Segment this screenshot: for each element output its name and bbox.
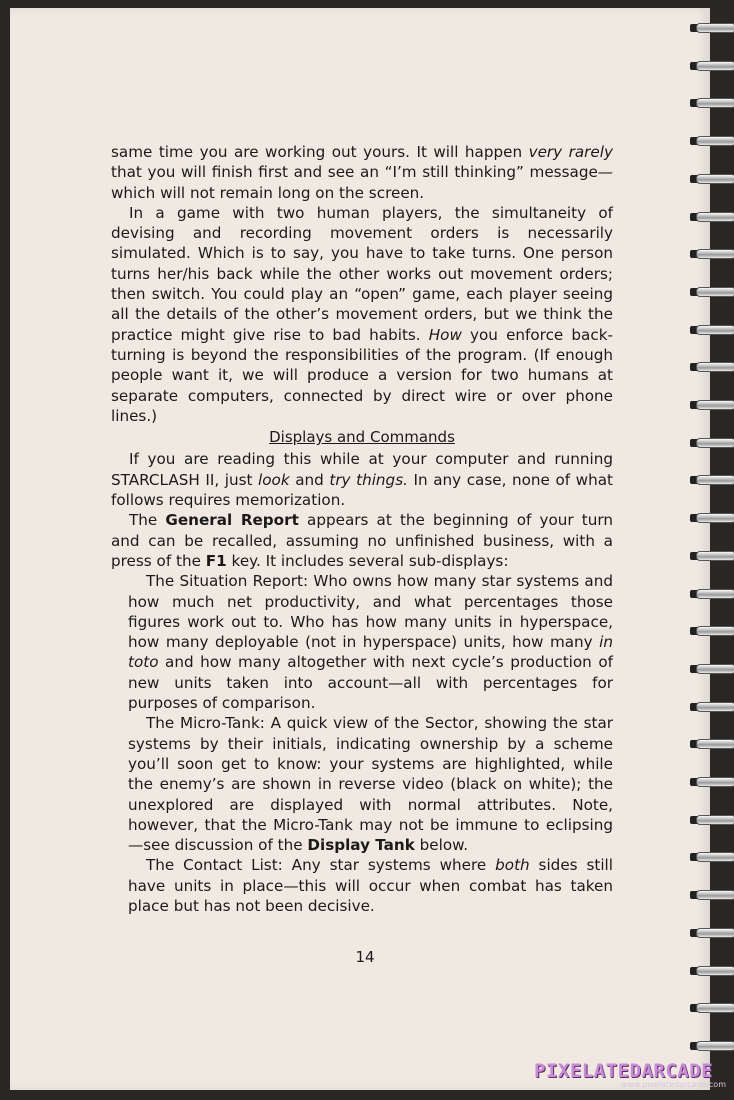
contact-list-item bbox=[111, 855, 613, 916]
coil-ring bbox=[696, 61, 734, 71]
spiral-coil bbox=[690, 925, 734, 941]
text-run: The Micro-Tank: A quick view of the Sector, showing the star systems by their initials, indicating ownership by a scheme you’ll soon get to know: your systems are highlighted, while the enemy’s are shown in reverse video (black on white); the unexplored are displayed with normal attributes. Note, however, that the Micro-Tank may not be immune to eclipsing—see discussion of the bbox=[128, 714, 613, 855]
spiral-coil bbox=[690, 284, 734, 300]
emphasis: How bbox=[428, 325, 462, 344]
spiral-coil bbox=[690, 774, 734, 790]
spiral-coil bbox=[690, 736, 734, 752]
coil-ring bbox=[696, 475, 734, 485]
spiral-coil bbox=[690, 472, 734, 488]
page-number: 14 bbox=[355, 948, 375, 966]
coil-ring bbox=[696, 438, 734, 448]
coil-ring bbox=[696, 400, 734, 410]
spiral-coil bbox=[690, 1000, 734, 1016]
spiral-coil bbox=[690, 322, 734, 338]
coil-ring bbox=[696, 249, 734, 259]
spiral-coil bbox=[690, 20, 734, 36]
coil-ring bbox=[696, 852, 734, 862]
spiral-coil bbox=[690, 171, 734, 187]
text-run: and how many altogether with next cycle’s production of new units taken into account—all with percentages for purposes of comparison. bbox=[128, 653, 613, 713]
micro-tank-item bbox=[111, 713, 613, 855]
spiral-binding bbox=[690, 20, 734, 1080]
spiral-coil bbox=[690, 661, 734, 677]
text-run: you enforce back-turning is beyond the responsibilities of the program. (If enough people want it, we will produce a version for two humans at separate computers, connected by direct wire or over phone lines.) bbox=[111, 325, 613, 425]
coil-ring bbox=[696, 777, 734, 787]
spiral-coil bbox=[690, 548, 734, 564]
text-run: In any case, none of what follows requires memorization. bbox=[111, 470, 613, 510]
text-run: same time you are working out yours. It will happen bbox=[111, 143, 529, 161]
coil-ring bbox=[696, 174, 734, 184]
spiral-coil bbox=[690, 359, 734, 375]
spiral-coil bbox=[690, 58, 734, 74]
text-run: The bbox=[129, 511, 166, 530]
text-run: The Contact List: Any star systems where bbox=[146, 856, 496, 875]
spiral-coil bbox=[690, 397, 734, 413]
bold-term: F1 bbox=[205, 551, 227, 570]
spiral-coil bbox=[690, 586, 734, 602]
text-run: appears at the beginning of your turn and can be recalled, assuming no unfinished business, with a press of the bbox=[111, 511, 613, 570]
coil-ring bbox=[696, 815, 734, 825]
spiral-coil bbox=[690, 963, 734, 979]
coil-ring bbox=[696, 702, 734, 712]
coil-ring bbox=[696, 1003, 734, 1013]
coil-ring bbox=[696, 287, 734, 297]
text-run: and bbox=[289, 470, 330, 489]
emphasis: try things. bbox=[329, 470, 408, 489]
spiral-coil bbox=[690, 623, 734, 639]
text-run: sides still have units in place—this will occur when combat has taken place but has not been decisive. bbox=[128, 856, 613, 915]
paragraph-1 bbox=[111, 142, 613, 203]
coil-ring bbox=[696, 589, 734, 599]
coil-ring bbox=[696, 362, 734, 372]
coil-ring bbox=[696, 212, 734, 222]
spiral-coil bbox=[690, 849, 734, 865]
coil-ring bbox=[696, 1041, 734, 1051]
text-run: key. It includes several sub-displays: bbox=[226, 551, 509, 570]
coil-ring bbox=[696, 928, 734, 938]
coil-ring bbox=[696, 23, 734, 33]
spiral-coil bbox=[690, 246, 734, 262]
spiral-coil bbox=[690, 95, 734, 111]
spiral-coil bbox=[690, 1038, 734, 1054]
paragraph-2 bbox=[111, 203, 613, 426]
coil-ring bbox=[696, 890, 734, 900]
coil-ring bbox=[696, 626, 734, 636]
spiral-coil bbox=[690, 209, 734, 225]
bold-term: General Report bbox=[165, 511, 299, 530]
emphasis: both bbox=[495, 856, 530, 875]
emphasis: in toto bbox=[128, 633, 613, 672]
coil-ring bbox=[696, 551, 734, 561]
text-run: below. bbox=[414, 836, 469, 855]
coil-ring bbox=[696, 325, 734, 335]
section-heading: Displays and Commands bbox=[269, 428, 455, 447]
coil-ring bbox=[696, 739, 734, 749]
watermark-url: www.pixelatedarcade.com bbox=[620, 1080, 726, 1089]
spiral-coil bbox=[690, 435, 734, 451]
coil-ring bbox=[696, 966, 734, 976]
manual-page bbox=[10, 8, 710, 1090]
page-body bbox=[111, 142, 613, 916]
paragraph-3 bbox=[111, 449, 613, 510]
spiral-coil bbox=[690, 812, 734, 828]
spiral-coil bbox=[690, 887, 734, 903]
coil-ring bbox=[696, 98, 734, 108]
emphasis: look bbox=[258, 470, 290, 489]
spiral-coil bbox=[690, 133, 734, 149]
text-run: that you will finish first and see an “I’m still thinking” message—which will not remain long on the screen. bbox=[111, 163, 613, 202]
emphasis: very rarely bbox=[528, 143, 613, 161]
text-run: If you are reading this while at your computer and running STARCLASH II, just bbox=[111, 450, 613, 489]
coil-ring bbox=[696, 664, 734, 674]
spiral-coil bbox=[690, 510, 734, 526]
coil-ring bbox=[696, 136, 734, 146]
text-run: In a game with two human players, the simultaneity of devising and recording movement orders is necessarily simulated. Which is to say, you have to take turns. One person turns her/his back while the other works out movement orders; then switch. You could play an “open” game, each player seeing all the details of the other’s movement orders, but we think the practice might give rise to bad habits. bbox=[111, 203, 613, 344]
coil-ring bbox=[696, 513, 734, 523]
spiral-coil bbox=[690, 699, 734, 715]
bold-term: Display Tank bbox=[307, 836, 415, 855]
watermark bbox=[534, 1060, 730, 1096]
watermark-title: PIXELATEDARCADE bbox=[534, 1060, 714, 1082]
situation-report-item bbox=[111, 571, 613, 713]
paragraph-4 bbox=[111, 510, 613, 571]
text-run: The Situation Report: Who owns how many star systems and how much net productivity, and what percentages those figures work out to. Who has how many units in hyperspace, how many deployable (not in hyperspace) units, how many bbox=[128, 572, 613, 652]
